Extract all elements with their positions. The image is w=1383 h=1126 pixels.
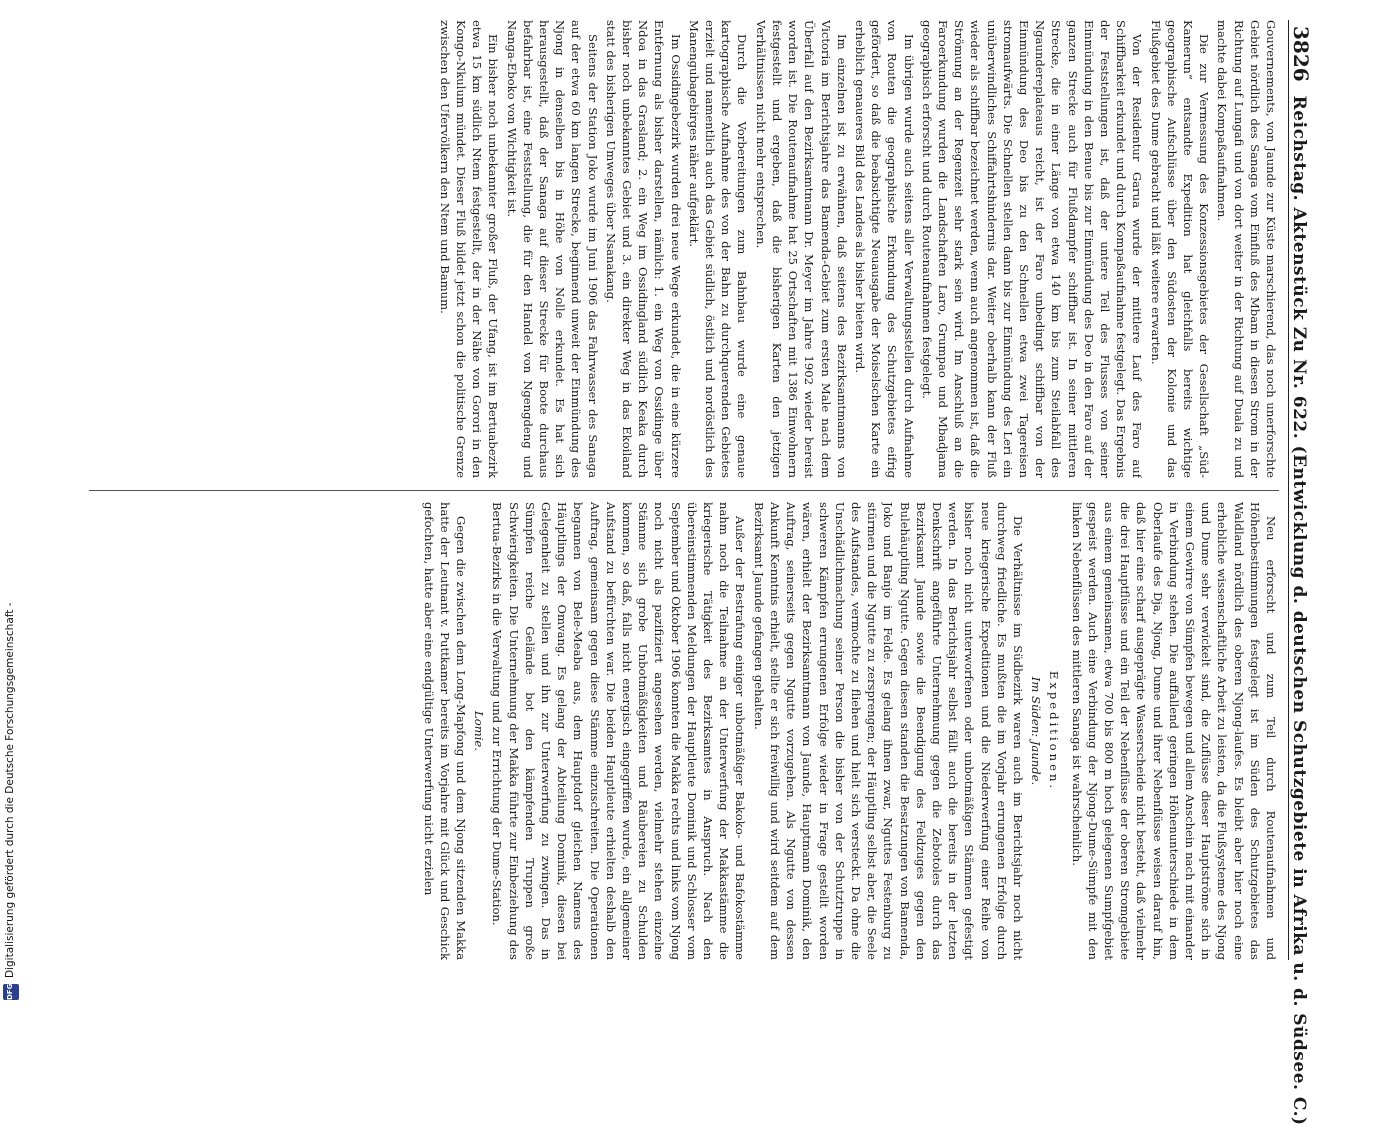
paragraph: Im übrigen wurde auch seitens aller Verwaltungsstellen durch Aufnahme von Routen die geographische Erkundung des Schutzgebietes eifrig gefördert, so daß die beabsichtigte Neuausgabe der Moiselschen Karte ein erheblich genaueres Bild des Landes als bisher bieten wird.	[852, 20, 916, 478]
left-column	[89, 20, 1279, 478]
paragraph: Durch die Vorbereitungen zum Bahnbau wurde eine genaue kartographische Aufnahme des von der Bahn zu durchquerenden Gebietes erzielt und namentlich auch das Gebiet südlich, östlich und nordöstlich des Manengubagebirges näher aufgeklärt.	[686, 20, 750, 478]
paragraph: Von der Residentur Garua wurde der mittlere Lauf des Faro auf Schiffbarkeit erkundet und durch Kompaßaufnahme festgelegt. Das Ergebnis der Feststellungen ist, daß der untere Teil des Flusses von seiner Einmündung in den Benue bis zur Einmündung des Deo in den Faro auf der ganzen Strecke auch für Flußdampfer schiffbar ist. In seiner mittleren Strecke, die in einer Länge von etwa 140 km bis zum Steilabfall des Ngaundereplateaus reicht, ist der Faro unbedingt schiffbar von der Einmündung des Deo bis zu den Schnellen etwa zwei Tagereisen stromaufwärts. Die Schnellen stellen dann bis zur Einmündung des Leri ein unüberwindliches Schiffahrtshindernis dar. Weiter oberhalb kann der Fluß wieder als schiffbar bezeichnet werden, wenn auch angenommen ist, daß die Strömung an der Regenzeit sehr stark sein wird. Im Anschluß an die Faroerkundung wurden die Landschaften Laro, Grumpao und Mbadjama geographisch erforscht und durch Routenaufnahmen festgelegt.	[919, 20, 1145, 478]
credit-text: Digitalisierung gefördert durch die Deutsche Forschungsgemeinschaft -	[4, 602, 16, 978]
paragraph: Im Ossidingebezirk wurden drei neue Wege erkundet, die in eine kürzere Entfernung als bisher darstellen, nämlich: 1. ein Weg von Ossidinge über Ndoa in das Grasland; 2. ein Weg im Ossidingland südlich Keaka durch bisher noch unbekanntes Gebiet und 3. ein direkter Weg in das Ekoiland statt des bisherigen Umweges über Nsanakang.	[603, 20, 683, 478]
page-header	[1288, 20, 1323, 1126]
dfg-logo: DFG	[3, 984, 19, 1000]
digitization-credit	[0, 0, 30, 1000]
paragraph: Die Verhältnisse im Südbezirk waren auch im Berichtsjahr noch nicht durchweg friedliche. Es mußten die im Vorjahr errungenen Erfolge durch neue kriegerische Expeditionen und die Niederwerfung einer Reihe von bisher noch nicht unterworfenen oder unbotmäßigen Stämmen gefestigt werden. In das Berichtsjahr selbst fällt auch die bereits in der letzten Denkschrift angeführte Unternehmung gegen die Zebotoles durch das Bezirksamt Jaunde sowie die Beendigung des Feldzuges gegen den Bulehäuptling Ngutte. Gegen diesen standen die Besatzungen von Bamenda, Joko und Banjo im Felde. Es gelang ihnen zwar, Nguttes Festenburg zu stürmen und die Ngutte zu zersprengen; der Häuptling selbst aber, die Seele des Aufstandes, vermochte zu fliehen und hielt sich versteckt. Da ohne die Unschädlichmachung seiner Person die bisher von der Schutztruppe in schweren Kämpfen errungenen Erfolge wieder in Frage gestellt worden wären, erhielt der Bezirksamtmann von Jaunde, Hauptmann Dominik, den Auftrag, seinerseits gegen Ngutte vorzugehen. Als Ngutte von dessen Ankunft Kenntnis erhielt, stellte er sich freiwillig und wird seitdem auf dem Bezirksamt Jaunde gefangen gehalten.	[751, 502, 1025, 960]
paragraph: Neu erforscht und zum Teil durch Routenaufnahmen und Höhenbestimmungen festgelegt ist im Süden des Schutzgebietes das Waldland nördlich des oberen Njong-laufes. Es bleibt aber hier noch eine erhebliche wissenschaftliche Arbeit zu leisten, da die Flußsysteme des Njong und Dume sehr verwickelt sind, die Zuflüsse dieser Hauptströme sich in einem Gewirre von Sümpfen bewegen und allem Anschein nach mit einander in Verbindung stehen. Die auffallend geringen Höhenunterschiede in dem Oberlaufe des Dja, Njong, Dume und ihrer Nebenflüsse weisen darauf hin, daß hier eine scharf ausgeprägte Wasserscheide nicht besteht, daß vielmehr die drei Hauptflüsse und ein Teil der Nebenflüsse der oberen Stromgebiete aus einem gemeinsamen, etwa 700 bis 800 m hoch gelegenen Sumpfgebiet gespeist werden. Auch eine Verbindung der Njong-Dume-Sümpfe mit den linken Nebenflüssen des mittleren Sanaga ist wahrscheinlich.	[1069, 502, 1278, 960]
paragraph: Seitens der Station Joko wurde im Juni 1906 das Fahrwasser des Sanaga auf der etwa 60 km langen Strecke, beginnend unweit der Einmündung des Njong in denselben bis in Höhe von Nolle erkundet. Es hat sich herausgestellt, daß der Sanaga auf dieser Strecke für Boote durchaus befahrbar ist, eine Feststellung, die für den Handel von Ngengdeng und Nanga-Eboko von Wichtigkeit ist.	[504, 20, 600, 478]
sub-heading: Lomie.	[472, 711, 487, 751]
paragraph: Im einzelnen ist zu erwähnen, daß seitens des Bezirksamtmanns von Victoria im Berichtsjahre das Bamenda-Gebiet zum ersten Male nach dem Überfall auf den Bezirksamtmann Dr. Meyer im Jahre 1902 wieder bereist worden ist. Die Routenaufnahme hat 25 Ortschaften mit 1386 Einwohnern festgestellt und ergeben, daß die bisherigen Karten den jetzigen Verhältnissen nicht mehr entsprechen.	[753, 20, 849, 478]
column-divider	[89, 490, 1279, 491]
section-heading: Expeditionen.	[1047, 670, 1062, 792]
paragraph: Gouvernements, von Jaunde zur Küste marschierend, das noch unerforschte Gebiet nördlich des Sanaga vom Einfluß des Mbam in diesen Strom in der Richtung auf Lungafi und von dort weiter in der Richtung auf Duala zu und machte dabei Kompaßaufnahmen.	[1215, 20, 1278, 478]
sub-heading: Im Süden: Jaunde.	[1029, 676, 1044, 786]
right-column	[89, 502, 1279, 960]
running-title: Reichstag. Aktenstück Zu Nr. 622. (Entwicklung d. deutschen Schutzgebiete in Afrika u. d. Südsee. C.)	[1289, 95, 1309, 1126]
paragraph: Außer der Bestrafung einiger unbotmäßiger Bakoko- und Bafokostämme nahm noch die Teilnahme an der Unterwerfung der Makkastämme die kriegerische Tätigkeit des Bezirksamtes in Anspruch. Nach den übereinstimmenden Meldungen der Hauptleute Dominik und Schlosser vom September und Oktober 1906 konnten die Makka rechts und links vom Njong noch nicht als pazifiziert angesehen werden, vielmehr stehen einzelne Stämme sich grobe Unbotmäßigkeiten und Räubereien zu Schulden kommen, so daß, falls nicht energisch eingegriffen wurde, ein allgemeiner Aufstand zu befürchten war. Die beiden Hauptleute erhielten deshalb den Auftrag, gemeinsam gegen diese Stämme einzuschreiten. Die Operationen begannen von Bele-Meaba aus, dem Hauptdorf gleichen Namens des Häuptlings der Omvang. Es gelang der Abteilung Dominik, diesen bei Gelegenheit zu stellen und ihn zur Unterwerfung zu zwingen. Das in Sümpfen reiche Gelände bot den kämpfenden Truppen große Schwierigkeiten. Die Unternehmung der Makka führte zur Einbeziehung des Bertua-Bezirks in die Verwaltung und zur Errichtung der Dume-Station.	[490, 502, 748, 960]
page-number: 3826	[1289, 26, 1313, 82]
paragraph: Gegen die zwischen dem Long-Mapfong und dem Njong sitzenden Makka hatte der Leutnant v. Puttkamer bereits im Vorjahre mit Glück und Geschick gefochten, hatte aber eine endgültige Unterwerfung nicht erzielen	[421, 502, 469, 960]
document-sheet	[78, 20, 1323, 1126]
paragraph: Die zur Vermessung des Konzessionsgebietes der Gesellschaft „Süd-Kamerun“ entsandte Expedition hat gleichfalls bereits wichtige geographische Aufschlüsse über den Südosten der Kolonie und das Flußgebiet des Dume gebracht und läßt weitere erwarten.	[1148, 20, 1212, 478]
paragraph: Ein bisher noch unbekannter großer Fluß, der Ufang, ist im Bertuabezirk etwa 15 km südlich Ntem festgestellt, der in der Nähe von Gorori in den Kongo-Nkulum mündet. Dieser Fluß bildet jetzt schon die politische Grenze zwischen den Ufervölkern den Ntem und Bamum.	[437, 20, 501, 478]
